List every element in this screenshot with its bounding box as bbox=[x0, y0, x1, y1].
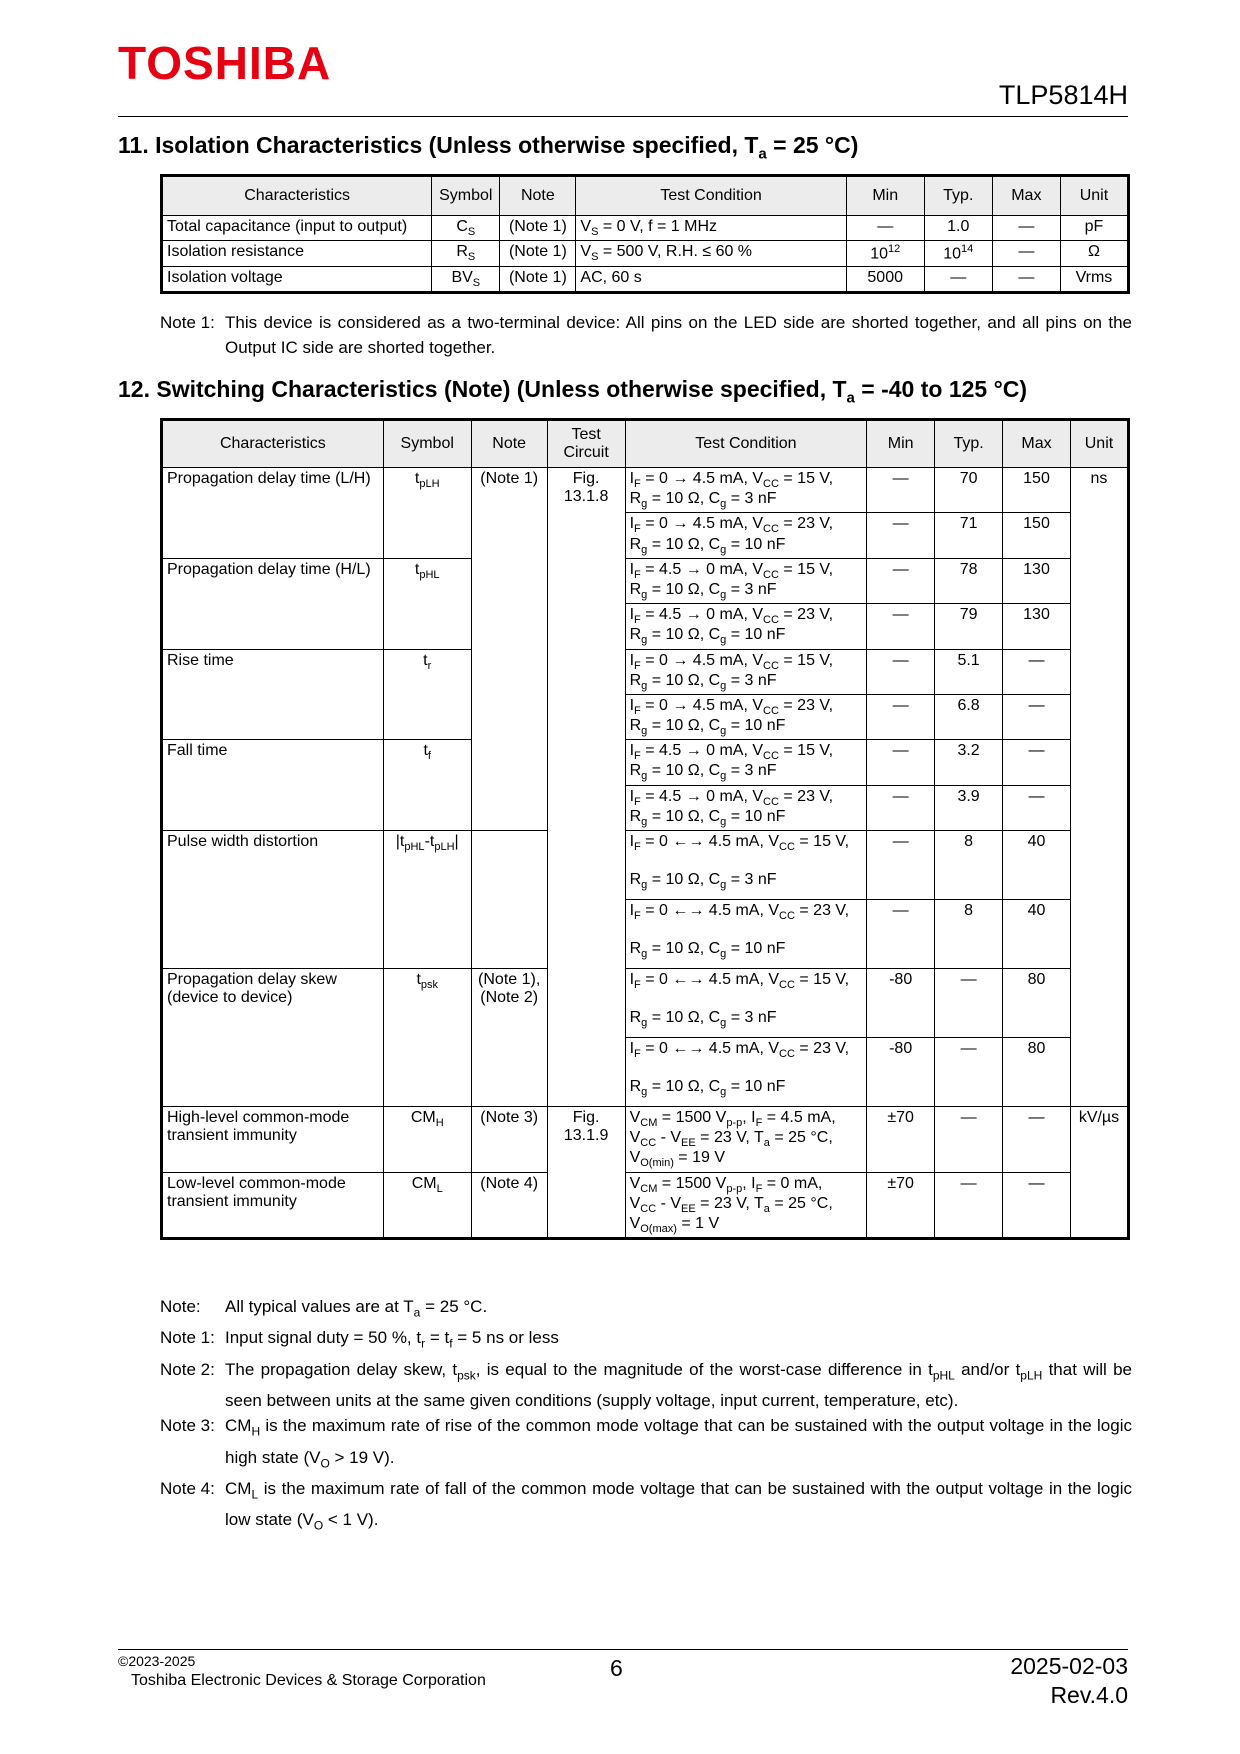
col-characteristics: Characteristics bbox=[162, 420, 384, 468]
col-test-condition: Test Condition bbox=[625, 420, 867, 468]
table-row: Low-level common-mode transient immunity $CM_L$ (Note 4) $V_{CM} = 1500$ $V_{p-p}$, $I_F = 0$ mA, $V_{CC} - V_{EE} = 23$ V, $T_a = 25$ °C, $V_{O(max)} = 1$ V ±70 — — bbox=[162, 1172, 1129, 1239]
switching-table bbox=[160, 418, 1130, 1240]
table-row: $I_F = 0 \to 4.5$ mA, $V_{CC} = 23$ V, $R_g = 10$ Ω, $C_g = 10$ nF — 71 150 bbox=[162, 513, 1129, 558]
table-row: $I_F = 0$ ←→ 4.5 mA, $V_{CC} = 23$ V, $R_g = 10$ Ω, $C_g = 10$ nF -80 — 80 bbox=[162, 1038, 1129, 1107]
col-min: Min bbox=[846, 176, 924, 216]
part-number: TLP5814H bbox=[998, 80, 1128, 110]
table-row: $I_F = 0$ ←→ 4.5 mA, $V_{CC} = 23$ V, $R_g = 10$ Ω, $C_g = 10$ nF — 8 40 bbox=[162, 900, 1129, 969]
col-unit: Unit bbox=[1070, 420, 1128, 468]
table-row: $I_F = 4.5 \to 0$ mA, $V_{CC} = 23$ V, $R_g = 10$ Ω, $C_g = 10$ nF — 3.9 — bbox=[162, 785, 1129, 830]
table-row: High-level common-mode transient immunity $CM_H$ (Note 3) Fig. 13.1.9 $V_{CM} = 1500$ $V_{p-p}$, $I_F = 4.5$ mA, $V_{CC} - V_{EE} = 23$ V, $T_a = 25$ °C, $V_{O(min)} = 19$ V ±70 — — kV/µs bbox=[162, 1107, 1129, 1173]
table-row: Propagation delay skew (device to device) $t_{psk}$ (Note 1), (Note 2) $I_F = 0$ ←→ 4.5 mA, $V_{CC} = 15$ V, $R_g = 10$ Ω, $C_g = 3$ nF -80 — 80 bbox=[162, 969, 1129, 1038]
table-row: Propagation delay time (L/H) $t_{pLH}$ (Note 1) Fig. 13.1.8 $I_F = 0 \to 4.5$ mA, $V_{CC} = 15$ V, $R_g = 10$ Ω, $C_g = 3$ nF — 70 150 ns bbox=[162, 468, 1129, 513]
table-row: Fall time $t_f$ $I_F = 4.5 \to 0$ mA, $V_{CC} = 15$ V, $R_g = 10$ Ω, $C_g = 3$ nF — 3.2 — bbox=[162, 740, 1129, 785]
doc-revision: Rev.4.0 bbox=[1050, 1682, 1128, 1708]
col-typ: Typ. bbox=[935, 420, 1003, 468]
table-row: Total capacitance (input to output) $C_S$ (Note 1) $V_S = 0$ V, f = 1 MHz — 1.0 — pF bbox=[162, 216, 1129, 241]
section-11-title: 11. Isolation Characteristics (Unless otherwise specified, $T_a = 25$ °C) bbox=[118, 132, 859, 163]
toshiba-logo: TOSHIBA bbox=[118, 37, 332, 89]
col-typ: Typ. bbox=[924, 176, 992, 216]
table-row: Isolation voltage $BV_S$ (Note 1) AC, 60 s 5000 — — Vrms bbox=[162, 266, 1129, 292]
note-typical: Note: All typical values are at $T_a = 25$ °C. bbox=[160, 1297, 488, 1320]
col-characteristics: Characteristics bbox=[162, 176, 432, 216]
copyright: ©2023-2025 bbox=[118, 1653, 196, 1669]
col-max: Max bbox=[1003, 420, 1071, 468]
col-symbol: Symbol bbox=[432, 176, 500, 216]
table-row: Isolation resistance $R_S$ (Note 1) $V_S = 500$ V, R.H. ≤ 60 % $10^{12}$ $10^{14}$ — Ω bbox=[162, 241, 1129, 266]
note-2: Note 2: The propagation delay skew, $t_{psk}$, is equal to the magnitude of the worst-case difference in $t_{pHL}$ and/or $t_{pLH}$ that will be seen between units at the same given conditions (supply voltage, input current, temperature, etc). bbox=[160, 1359, 1132, 1411]
header-rule bbox=[118, 116, 1128, 117]
col-note: Note bbox=[471, 420, 547, 468]
col-max: Max bbox=[992, 176, 1060, 216]
col-min: Min bbox=[867, 420, 935, 468]
doc-date: 2025-02-03 bbox=[1010, 1653, 1128, 1679]
col-note: Note bbox=[500, 176, 576, 216]
note-3: Note 3: $CM_H$ is the maximum rate of rise of the common mode voltage that can be sustained with the output voltage in the logic high state ($V_O > 19$ V). bbox=[160, 1416, 1132, 1470]
page-number: 6 bbox=[610, 1655, 623, 1681]
note-4: Note 4: $CM_L$ is the maximum rate of fall of the common mode voltage that can be sustained with the output voltage in the logic low state ($V_O < 1$ V). bbox=[160, 1478, 1132, 1533]
isolation-table bbox=[160, 174, 1130, 294]
table-row: $I_F = 0 \to 4.5$ mA, $V_{CC} = 23$ V, $R_g = 10$ Ω, $C_g = 10$ nF — 6.8 — bbox=[162, 694, 1129, 739]
company-name: Toshiba Electronic Devices & Storage Corporation bbox=[131, 1672, 486, 1689]
section-12-title: 12. Switching Characteristics (Note) (Unless otherwise specified, $T_a = -40$ to 125 °C) bbox=[118, 376, 1028, 407]
table-row: Propagation delay time (H/L) $t_{pHL}$ $I_F = 4.5 \to 0$ mA, $V_{CC} = 15$ V, $R_g = 10$ Ω, $C_g = 3$ nF — 78 130 bbox=[162, 558, 1129, 603]
switching-notes bbox=[160, 1294, 1132, 1539]
note-1: Note 1: Input signal duty = 50 %, $t_r = t_f = 5$ ns or less bbox=[160, 1328, 559, 1351]
col-symbol: Symbol bbox=[383, 420, 471, 468]
table-row: Rise time $t_r$ $I_F = 0 \to 4.5$ mA, $V_{CC} = 15$ V, $R_g = 10$ Ω, $C_g = 3$ nF — 5.1 — bbox=[162, 649, 1129, 694]
footer-rule bbox=[118, 1649, 1128, 1650]
table-row: Pulse width distortion $|t_{pHL}-t_{pLH}|$ $I_F = 0$ ←→ 4.5 mA, $V_{CC} = 15$ V, $R_g = 10$ Ω, $C_g = 3$ nF — 8 40 bbox=[162, 831, 1129, 900]
col-test-condition: Test Condition bbox=[576, 176, 846, 216]
col-test-circuit: Test Circuit bbox=[547, 420, 625, 468]
col-unit: Unit bbox=[1060, 176, 1128, 216]
table-row: $I_F = 4.5 \to 0$ mA, $V_{CC} = 23$ V, $R_g = 10$ Ω, $C_g = 10$ nF — 79 130 bbox=[162, 604, 1129, 649]
isolation-note: Note 1: This device is considered as a two-terminal device: All pins on the LED side are shorted together, and all pins on the Output IC side are shorted together. bbox=[160, 313, 1132, 357]
